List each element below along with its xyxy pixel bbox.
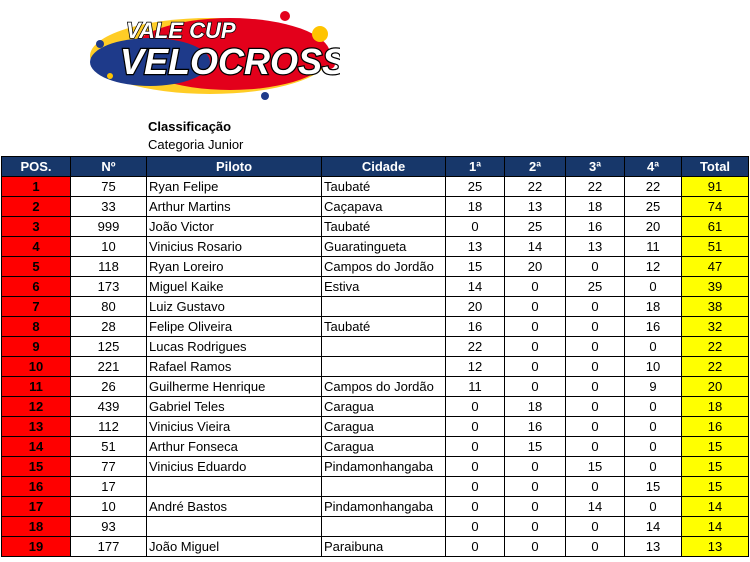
rider-number-cell: 17: [71, 477, 147, 497]
table-row: [2, 337, 749, 357]
total-points-cell: 15: [682, 457, 749, 477]
table-row: [2, 457, 749, 477]
position-cell: 17: [2, 497, 71, 517]
round-4-points-cell: 0: [625, 437, 682, 457]
round-1-points-cell: 22: [446, 337, 505, 357]
rider-number-cell: 10: [71, 497, 147, 517]
total-points-cell: 61: [682, 217, 749, 237]
round-4-points-cell: 13: [625, 537, 682, 557]
city-cell: [322, 477, 446, 497]
city-cell: [322, 517, 446, 537]
round-2-points-cell: 0: [505, 317, 566, 337]
rider-name-cell: Vinicius Vieira: [147, 417, 322, 437]
round-4-points-cell: 9: [625, 377, 682, 397]
table-row: [2, 217, 749, 237]
round-3-points-cell: 14: [566, 497, 625, 517]
rider-name-cell: Gabriel Teles: [147, 397, 322, 417]
round-3-points-cell: 15: [566, 457, 625, 477]
rider-name-cell: [147, 517, 322, 537]
round-4-points-cell: 18: [625, 297, 682, 317]
city-cell: Taubaté: [322, 317, 446, 337]
total-points-cell: 14: [682, 517, 749, 537]
round-3-points-cell: 0: [566, 257, 625, 277]
classification-heading: [148, 118, 243, 154]
city-cell: [322, 357, 446, 377]
city-cell: Taubaté: [322, 177, 446, 197]
round-2-points-cell: 0: [505, 477, 566, 497]
round-1-points-cell: 0: [446, 217, 505, 237]
city-cell: Caragua: [322, 437, 446, 457]
city-cell: Caragua: [322, 397, 446, 417]
round-3-points-cell: 0: [566, 437, 625, 457]
rider-name-cell: João Victor: [147, 217, 322, 237]
round-3-points-cell: 16: [566, 217, 625, 237]
category-subtitle: Categoria Junior: [148, 137, 244, 152]
column-header-total: Total: [682, 157, 749, 177]
total-points-cell: 22: [682, 357, 749, 377]
round-2-points-cell: 18: [505, 397, 566, 417]
rider-number-cell: 439: [71, 397, 147, 417]
rider-number-cell: 221: [71, 357, 147, 377]
city-cell: [322, 297, 446, 317]
position-cell: 2: [2, 197, 71, 217]
round-4-points-cell: 11: [625, 237, 682, 257]
round-2-points-cell: 0: [505, 337, 566, 357]
logo-line2: VELOCROSS: [120, 41, 340, 82]
rider-name-cell: Guilherme Henrique: [147, 377, 322, 397]
total-points-cell: 14: [682, 497, 749, 517]
position-cell: 14: [2, 437, 71, 457]
city-cell: Taubaté: [322, 217, 446, 237]
table-row: [2, 437, 749, 457]
round-3-points-cell: 0: [566, 537, 625, 557]
round-2-points-cell: 25: [505, 217, 566, 237]
round-2-points-cell: 14: [505, 237, 566, 257]
table-row: [2, 517, 749, 537]
table-row: [2, 477, 749, 497]
total-points-cell: 22: [682, 337, 749, 357]
round-3-points-cell: 22: [566, 177, 625, 197]
round-2-points-cell: 0: [505, 497, 566, 517]
round-1-points-cell: 0: [446, 397, 505, 417]
round-4-points-cell: 0: [625, 397, 682, 417]
round-1-points-cell: 14: [446, 277, 505, 297]
round-1-points-cell: 0: [446, 497, 505, 517]
table-row: [2, 257, 749, 277]
vale-cup-velocross-logo: [80, 4, 340, 104]
total-points-cell: 32: [682, 317, 749, 337]
round-1-points-cell: 12: [446, 357, 505, 377]
round-1-points-cell: 0: [446, 457, 505, 477]
round-3-points-cell: 0: [566, 317, 625, 337]
rider-number-cell: 28: [71, 317, 147, 337]
column-header-city: Cidade: [322, 157, 446, 177]
standings-table: [1, 156, 749, 557]
round-2-points-cell: 13: [505, 197, 566, 217]
round-1-points-cell: 18: [446, 197, 505, 217]
table-row: [2, 357, 749, 377]
total-points-cell: 20: [682, 377, 749, 397]
rider-name-cell: Rafael Ramos: [147, 357, 322, 377]
round-4-points-cell: 0: [625, 277, 682, 297]
position-cell: 5: [2, 257, 71, 277]
round-3-points-cell: 0: [566, 377, 625, 397]
round-4-points-cell: 0: [625, 457, 682, 477]
round-4-points-cell: 22: [625, 177, 682, 197]
city-cell: Estiva: [322, 277, 446, 297]
table-row: [2, 177, 749, 197]
table-header-row: [2, 157, 749, 177]
city-cell: [322, 337, 446, 357]
round-1-points-cell: 0: [446, 417, 505, 437]
city-cell: Caragua: [322, 417, 446, 437]
position-cell: 6: [2, 277, 71, 297]
city-cell: Paraibuna: [322, 537, 446, 557]
rider-name-cell: André Bastos: [147, 497, 322, 517]
round-4-points-cell: 16: [625, 317, 682, 337]
round-4-points-cell: 10: [625, 357, 682, 377]
round-1-points-cell: 25: [446, 177, 505, 197]
rider-number-cell: 93: [71, 517, 147, 537]
column-header-number: Nº: [71, 157, 147, 177]
city-cell: Campos do Jordão: [322, 377, 446, 397]
rider-name-cell: Vinicius Rosario: [147, 237, 322, 257]
page-title: Classificação: [148, 119, 232, 134]
table-row: [2, 317, 749, 337]
total-points-cell: 51: [682, 237, 749, 257]
rider-number-cell: 10: [71, 237, 147, 257]
rider-number-cell: 51: [71, 437, 147, 457]
position-cell: 19: [2, 537, 71, 557]
rider-name-cell: Ryan Felipe: [147, 177, 322, 197]
rider-number-cell: 77: [71, 457, 147, 477]
column-header-round-4: 4ª: [625, 157, 682, 177]
city-cell: Pindamonhangaba: [322, 497, 446, 517]
total-points-cell: 16: [682, 417, 749, 437]
round-2-points-cell: 0: [505, 357, 566, 377]
rider-number-cell: 112: [71, 417, 147, 437]
round-3-points-cell: 0: [566, 357, 625, 377]
round-3-points-cell: 18: [566, 197, 625, 217]
total-points-cell: 74: [682, 197, 749, 217]
rider-name-cell: Vinicius Eduardo: [147, 457, 322, 477]
table-row: [2, 197, 749, 217]
round-2-points-cell: 0: [505, 517, 566, 537]
round-4-points-cell: 0: [625, 337, 682, 357]
column-header-rider: Piloto: [147, 157, 322, 177]
round-2-points-cell: 0: [505, 537, 566, 557]
total-points-cell: 47: [682, 257, 749, 277]
round-2-points-cell: 0: [505, 377, 566, 397]
total-points-cell: 15: [682, 437, 749, 457]
rider-number-cell: 118: [71, 257, 147, 277]
position-cell: 4: [2, 237, 71, 257]
column-header-round-1: 1ª: [446, 157, 505, 177]
rider-name-cell: Luiz Gustavo: [147, 297, 322, 317]
position-cell: 1: [2, 177, 71, 197]
rider-name-cell: Ryan Loreiro: [147, 257, 322, 277]
total-points-cell: 39: [682, 277, 749, 297]
round-3-points-cell: 0: [566, 517, 625, 537]
total-points-cell: 18: [682, 397, 749, 417]
round-3-points-cell: 0: [566, 477, 625, 497]
position-cell: 16: [2, 477, 71, 497]
round-3-points-cell: 0: [566, 397, 625, 417]
round-3-points-cell: 0: [566, 297, 625, 317]
round-4-points-cell: 0: [625, 417, 682, 437]
total-points-cell: 38: [682, 297, 749, 317]
city-cell: Guaratingueta: [322, 237, 446, 257]
total-points-cell: 13: [682, 537, 749, 557]
round-2-points-cell: 16: [505, 417, 566, 437]
position-cell: 11: [2, 377, 71, 397]
column-header-round-2: 2ª: [505, 157, 566, 177]
round-2-points-cell: 0: [505, 457, 566, 477]
rider-number-cell: 75: [71, 177, 147, 197]
round-4-points-cell: 0: [625, 497, 682, 517]
table-row: [2, 377, 749, 397]
round-4-points-cell: 12: [625, 257, 682, 277]
position-cell: 8: [2, 317, 71, 337]
rider-number-cell: 80: [71, 297, 147, 317]
round-3-points-cell: 25: [566, 277, 625, 297]
rider-number-cell: 33: [71, 197, 147, 217]
rider-name-cell: Felipe Oliveira: [147, 317, 322, 337]
rider-name-cell: Miguel Kaike: [147, 277, 322, 297]
round-1-points-cell: 11: [446, 377, 505, 397]
rider-name-cell: João Miguel: [147, 537, 322, 557]
round-2-points-cell: 20: [505, 257, 566, 277]
round-4-points-cell: 20: [625, 217, 682, 237]
round-3-points-cell: 13: [566, 237, 625, 257]
table-row: [2, 397, 749, 417]
round-1-points-cell: 15: [446, 257, 505, 277]
round-3-points-cell: 0: [566, 417, 625, 437]
position-cell: 18: [2, 517, 71, 537]
table-row: [2, 417, 749, 437]
table-row: [2, 277, 749, 297]
position-cell: 12: [2, 397, 71, 417]
round-2-points-cell: 22: [505, 177, 566, 197]
logo-line1: VALE CUP: [126, 18, 236, 43]
table-row: [2, 537, 749, 557]
total-points-cell: 91: [682, 177, 749, 197]
round-1-points-cell: 16: [446, 317, 505, 337]
rider-number-cell: 26: [71, 377, 147, 397]
round-4-points-cell: 25: [625, 197, 682, 217]
position-cell: 13: [2, 417, 71, 437]
round-1-points-cell: 0: [446, 477, 505, 497]
position-cell: 3: [2, 217, 71, 237]
rider-name-cell: [147, 477, 322, 497]
rider-name-cell: Arthur Martins: [147, 197, 322, 217]
round-1-points-cell: 0: [446, 437, 505, 457]
round-1-points-cell: 0: [446, 517, 505, 537]
round-2-points-cell: 0: [505, 297, 566, 317]
round-1-points-cell: 13: [446, 237, 505, 257]
column-header-position: POS.: [2, 157, 71, 177]
total-points-cell: 15: [682, 477, 749, 497]
position-cell: 15: [2, 457, 71, 477]
round-4-points-cell: 14: [625, 517, 682, 537]
rider-name-cell: Arthur Fonseca: [147, 437, 322, 457]
position-cell: 9: [2, 337, 71, 357]
table-row: [2, 497, 749, 517]
rider-number-cell: 125: [71, 337, 147, 357]
table-row: [2, 297, 749, 317]
rider-number-cell: 999: [71, 217, 147, 237]
column-header-round-3: 3ª: [566, 157, 625, 177]
round-3-points-cell: 0: [566, 337, 625, 357]
table-row: [2, 237, 749, 257]
round-2-points-cell: 15: [505, 437, 566, 457]
city-cell: Caçapava: [322, 197, 446, 217]
city-cell: Pindamonhangaba: [322, 457, 446, 477]
position-cell: 10: [2, 357, 71, 377]
round-2-points-cell: 0: [505, 277, 566, 297]
round-4-points-cell: 15: [625, 477, 682, 497]
position-cell: 7: [2, 297, 71, 317]
rider-number-cell: 173: [71, 277, 147, 297]
round-1-points-cell: 20: [446, 297, 505, 317]
city-cell: Campos do Jordão: [322, 257, 446, 277]
rider-name-cell: Lucas Rodrigues: [147, 337, 322, 357]
rider-number-cell: 177: [71, 537, 147, 557]
round-1-points-cell: 0: [446, 537, 505, 557]
